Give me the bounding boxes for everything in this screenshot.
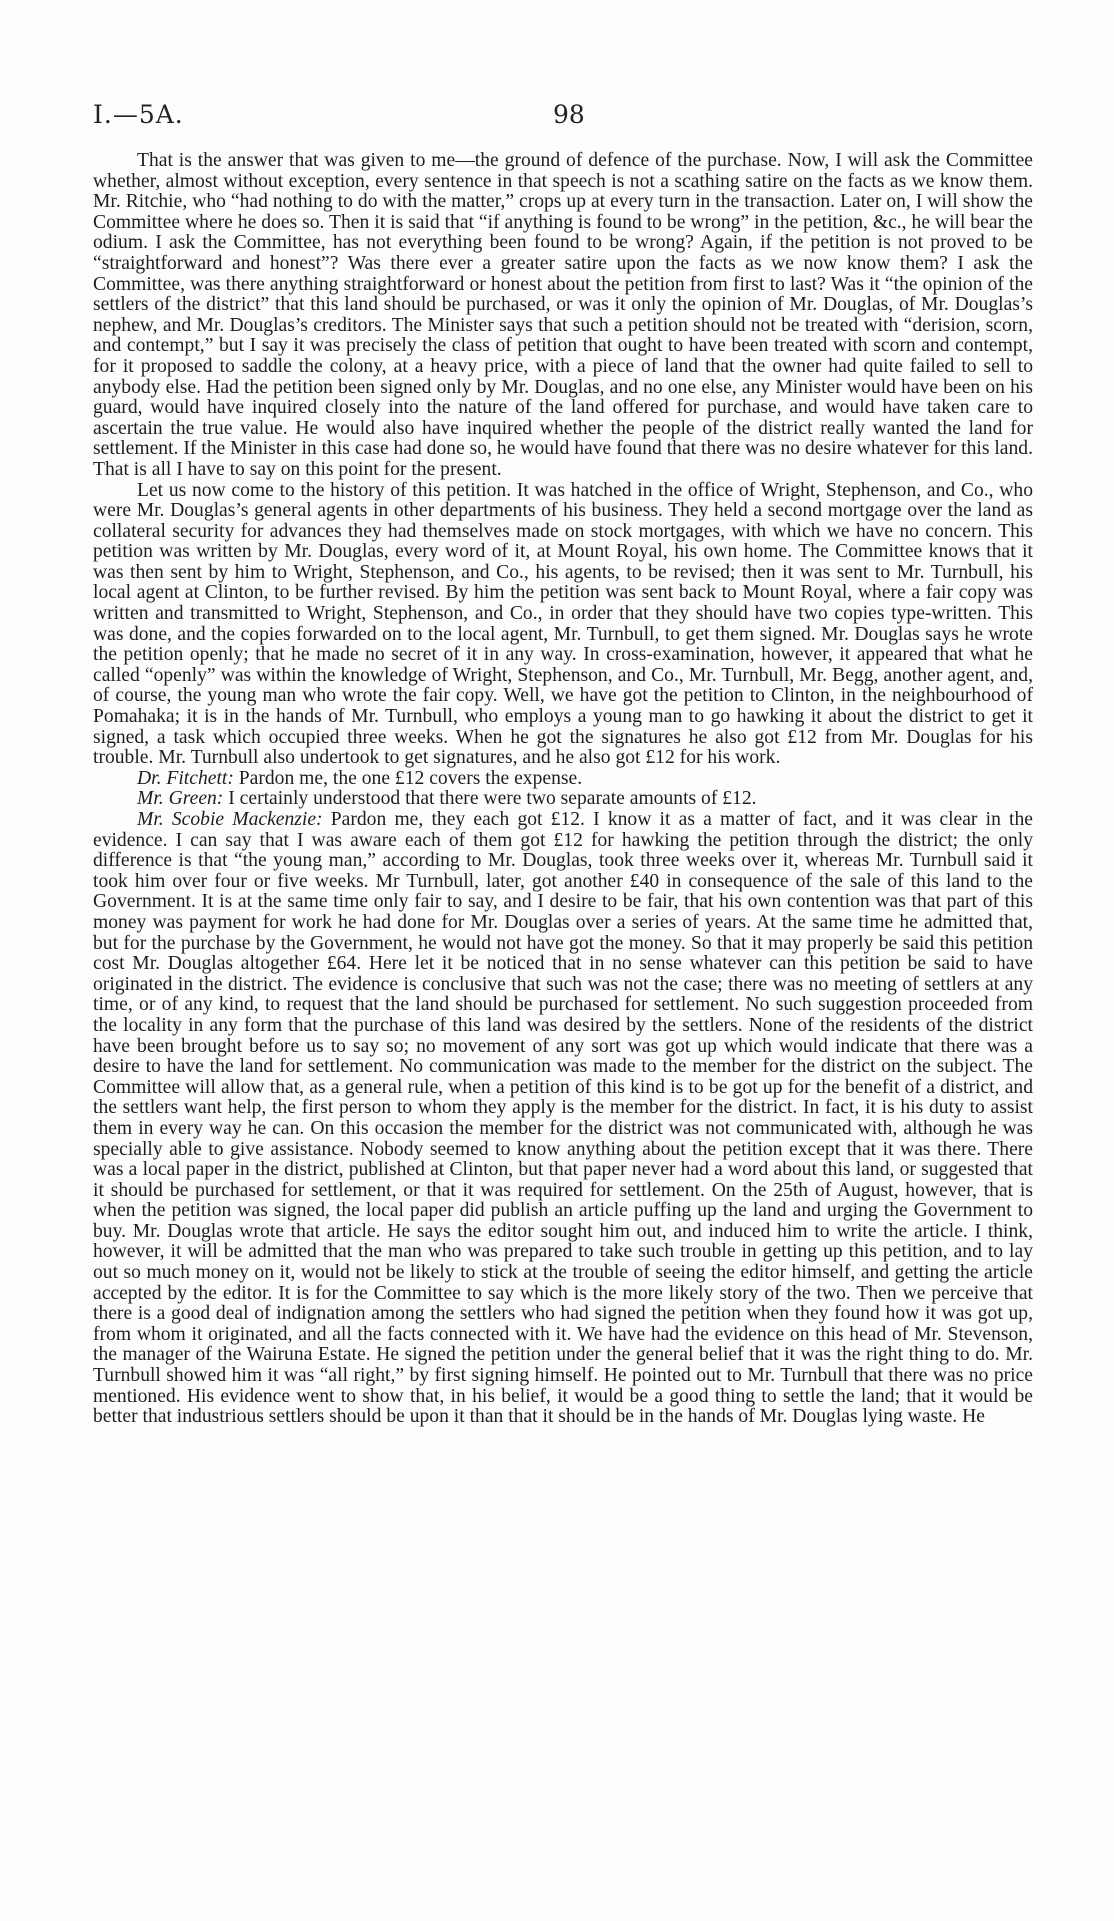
speaker-name: Mr. Green: (137, 788, 224, 810)
paragraph (93, 481, 1033, 769)
paragraph (93, 789, 1033, 810)
speaker-name: Dr. Fitchett: (137, 767, 234, 789)
paragraph-text: That is the answer that was given to me—the ground of defence of the purchase. Now, I will ask the Committee whether, almost without exception, every sentence in that speech is not a scathing satire on the facts as we know them. Mr. Ritchie, who “had nothing to do with the matter,” crops up at every turn in the transaction. Later on, I will show the Committee where he does so. Then it is said that “if anything is found to be wrong” in the petition, &c., he will bear the odium. I ask the Committee, has not everything been found to be wrong? Again, if the petition is not proved to be “straightforward and honest”? Was there ever a greater satire upon the facts as we now know them? I ask the Committee, was there anything straightforward or honest about the petition from first to last? Was it “the opinion of the settlers of the district” that this land should be purchased, or was it only the opinion of Mr. Douglas, of Mr. Douglas’s nephew, and Mr. Douglas’s creditors. The Minister says that such a petition should not be treated with “derision, scorn, and contempt,” but I say it was precisely the class of petition that ought to have been treated with scorn and contempt, for it proposed to saddle the colony, at a heavy price, with a piece of land that the owner had quite failed to sell to anybody else. Had the petition been signed only by Mr. Douglas, and no one else, any Minister would have been on his guard, would have inquired closely into the nature of the land offered for purchase, and would have taken care to ascertain the true value. He would also have inquired whether the people of the district really wanted the land for settlement. If the Minister in this case had done so, he would have found that there was no desire whatever for this land. That is all I have to say on this point for the present. (93, 150, 1033, 480)
document-reference: I.—5A. (93, 100, 184, 129)
paragraph (93, 151, 1033, 481)
paragraph-text: Pardon me, the one £12 covers the expense. (238, 767, 583, 789)
page-header (93, 100, 1033, 140)
paragraph-text: Let us now come to the history of this petition. It was hatched in the office of Wright, Stephenson, and Co., who were Mr. Douglas’s general agents in other departments of his business. They held a second mortgage over the land as collateral security for advances they had themselves made on stock mortgages, with which we have no concern. This petition was written by Mr. Douglas, every word of it, at Mount Royal, his own home. The Committee knows that it was then sent by him to Wright, Stephenson, and Co., his agents, to be revised; then it was sent to Mr. Turnbull, his local agent at Clinton, to be further revised. By him the petition was sent back to Mount Royal, where a fair copy was written and transmitted to Wright, Stephenson, and Co., in order that they should have two copies type-written. This was done, and the copies forwarded on to the local agent, Mr. Turnbull, to get them signed. Mr. Douglas says he wrote the petition openly; that he made no secret of it in any way. In cross-examination, however, it appeared that what he called “openly” was within the knowledge of Wright, Stephenson, and Co., Mr. Turnbull, Mr. Begg, another agent, and, of course, the young man who wrote the fair copy. Well, we have got the petition to Clinton, in the neighbourhood of Pomahaka; it is in the hands of Mr. Turnbull, who employs a young man to go hawking it about the district to get it signed, a task which occupied three weeks. When he got the signatures he also got £12 from Mr. Douglas for his trouble. Mr. Turnbull also undertook to get signatures, and he also got £12 for his work. (93, 479, 1033, 769)
body-text (93, 151, 1033, 1428)
paragraph (93, 769, 1033, 790)
paragraph-text: Pardon me, they each got £12. I know it as a matter of fact, and it was clear in the evidence. I can say that I was aware each of them got £12 for hawking the petition through the district; the only difference is that “the young man,” according to Mr. Douglas, took three weeks over it, whereas Mr. Turnbull said it took him over four or five weeks. Mr Turnbull, later, got another £40 in consequence of the sale of this land to the Government. It is at the same time only fair to say, and I desire to be fair, that his own contention was that part of this money was payment for work he had done for Mr. Douglas over a series of years. At the same time he admitted that, but for the purchase by the Government, he would not have got the money. So that it may properly be said this petition cost Mr. Douglas altogether £64. Here let it be noticed that in no sense whatever can this petition be said to have originated in the district. The evidence is conclusive that such was not the case; there was no meeting of settlers at any time, or of any kind, to request that the land should be purchased for settlement. No such suggestion proceeded from the locality in any form that the purchase of this land was desired by the settlers. None of the residents of the district have been brought before us to say so; no movement of any sort was got up which would indicate that there was a desire to have the land for settlement. No communication was made to the member for the district on the subject. The Committee will allow that, as a general rule, when a petition of this kind is to be got up for the benefit of a district, and the settlers want help, the first person to whom they apply is the member for the district. In fact, it is his duty to assist them in every way he can. On this occasion the member for the district was not communicated with, although he was specially able to give assistance. Nobody seemed to know anything about the petition except that it was there. There was a local paper in the district, published at Clinton, but that paper never had a word about this land, or suggested that it should be purchased for settlement, or that it was required for settlement. On the 25th of August, however, that is when the petition was signed, the local paper did publish an article puffing up the land and urging the Government to buy. Mr. Douglas wrote that article. He says the editor sought him out, and induced him to write the article. I think, however, it will be admitted that the man who was prepared to take such trouble in getting up this petition, and to lay out so much money on it, would not be likely to stick at the trouble of seeing the editor himself, and getting the article accepted by the editor. It is for the Committee to say which is the more likely story of the two. Then we perceive that there is a good deal of indignation among the settlers who had signed the petition when they found how it was got up, from whom it originated, and all the facts connected with it. We have had the evidence on this head of Mr. Stevenson, the manager of the Wairuna Estate. He signed the petition under the general belief that it was the right thing to do. Mr. Turnbull showed him it was “all right,” by first signing himself. He pointed out to Mr. Turnbull that there was no price mentioned. His evidence went to show that, in his belief, it would be a good thing to settle the land; that it would be better that industrious settlers should be upon it than that it should be in the hands of Mr. Douglas lying waste. He (93, 809, 1033, 1428)
paragraph-text: I certainly understood that there were two separate amounts of £12. (228, 788, 757, 810)
speaker-name: Mr. Scobie Mackenzie: (137, 809, 323, 830)
page-number: 98 (553, 100, 585, 129)
paragraph (93, 810, 1033, 1428)
